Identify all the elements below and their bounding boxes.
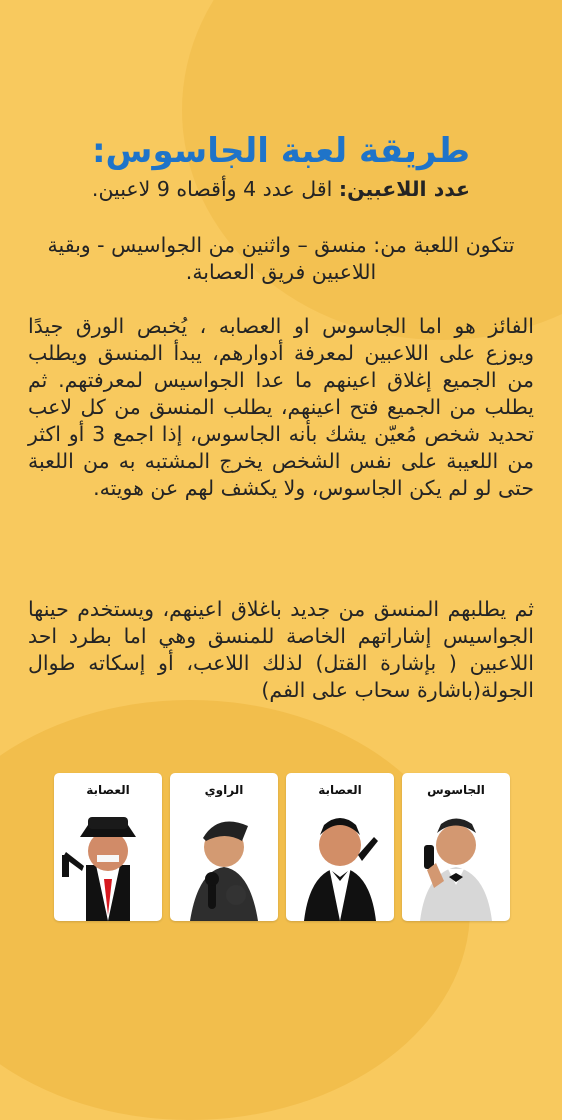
roles-paragraph: تتكون اللعبة من: منسق – واثنين من الجواسيس - وبقية اللاعبين فريق العصابة. [47, 233, 515, 284]
rules-paragraph-2: ثم يطلبهم المنسق من جديد باغلاق اعينهم، ويستخدم حينها الجواسيس إشاراتهم الخاصة للمنسق وهي اما بطرد احد اللاعبين ( بإشارة القتل) لذلك اللاعب، أو إسكاته طوال الجولة(باشارة سحاب على الفم) [28, 597, 534, 702]
role-card-label: الجاسوس [427, 783, 485, 797]
gangster-in-suit-icon [286, 793, 394, 921]
spy-with-phone-icon [402, 793, 510, 921]
role-card-gang-1 [54, 773, 162, 921]
role-card-spy [402, 773, 510, 921]
role-card-gang-2 [286, 773, 394, 921]
players-count-label: عدد اللاعبين: [338, 177, 471, 201]
role-card-narrator [170, 773, 278, 921]
rules-paragraph-1: الفائز هو اما الجاسوس او العصابه ، يُخبص الورق جيدًا ويوزع على اللاعبين لمعرفة أدوارهم، يبدأ المنسق ويطلب من الجميع إغلاق اعينهم ما عدا الجواسيس لمعرفتهم. ثم يطلب من الجميع فتح اعينهم، يطلب المنسق من كل لاعب تحديد شخص مُعيّن يشك بأنه الجاسوس، إذا اجمع 3 أو اكثر من اللعيبة على نفس الشخص يخرج المشتبه به من اللعبة حتى لو لم يكن الجاسوس، ولا يكشف لهم عن هويته. [28, 314, 534, 500]
role-cards [54, 773, 510, 923]
narrator-with-microphone-icon [170, 793, 278, 921]
page-title: طريقة لعبة الجاسوس: [91, 130, 471, 171]
players-count-text [28, 176, 534, 203]
role-card-label: الراوي [204, 783, 244, 797]
role-card-label: العصابة [318, 783, 362, 797]
role-card-label: العصابة [86, 783, 130, 797]
gangster-with-gun-icon [54, 793, 162, 921]
players-count-value: اقل عدد 4 وأقصاه 9 لاعبين. [91, 177, 333, 201]
